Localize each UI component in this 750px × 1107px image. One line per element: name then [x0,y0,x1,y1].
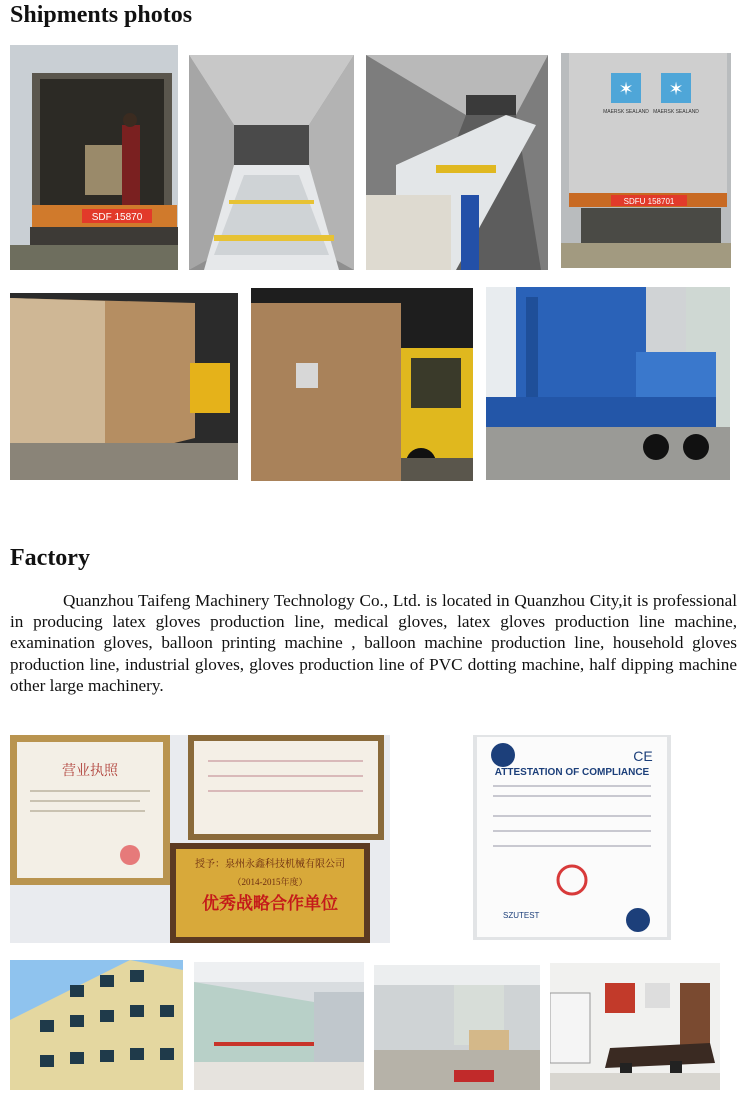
shipment-photo-1 [10,45,178,270]
container-brand-right: MAERSK SEALAND [653,109,699,115]
factory-building-photo [10,960,183,1090]
factory-corridor-photo [194,962,364,1090]
plaque-line-1: 授予：泉州永鑫科技机械有限公司 [195,859,345,870]
container-brand-left: MAERSK SEALAND [603,109,649,115]
factory-description: Quanzhou Taifeng Machinery Technology Co., Ltd. is located in Quanzhou City,it is professional in producing latex gloves production line, medical gloves, latex gloves production line machine, examination gloves, balloon printing machine , balloon machine production line, household gloves production line, industrial gloves, gloves production line of PVC dotting machine, half dipping machine other large machinery. [10,591,737,695]
license-title: 营业执照 [62,764,118,779]
certificate-footer: SZUTEST [503,911,540,920]
shipment-photo-3 [366,55,548,270]
shipment-photo-2 [189,55,354,270]
svg-text:✶: ✶ [618,79,634,99]
factory-heading: Factory [10,545,90,571]
certificate-title: ATTESTATION OF COMPLIANCE [494,767,650,778]
shipment-photo-7 [486,287,730,480]
certificate-wall-photo [10,735,390,943]
plaque-line-3: 优秀战略合作单位 [202,894,338,913]
container-code-1: SDF 15870 [91,212,143,223]
factory-office-photo [374,965,540,1090]
factory-meeting-room-photo [550,963,720,1090]
shipment-photo-6 [251,288,473,481]
svg-text:✶: ✶ [668,79,684,99]
shipment-photo-4 [561,53,731,268]
compliance-certificate-photo [473,735,671,940]
container-code-2: SDFU 158701 [623,197,675,206]
ce-mark: CE [633,748,653,764]
plaque-line-2: （2014-2015年度） [232,877,308,887]
shipments-heading: Shipments photos [10,2,193,28]
shipment-photo-5 [10,293,238,480]
